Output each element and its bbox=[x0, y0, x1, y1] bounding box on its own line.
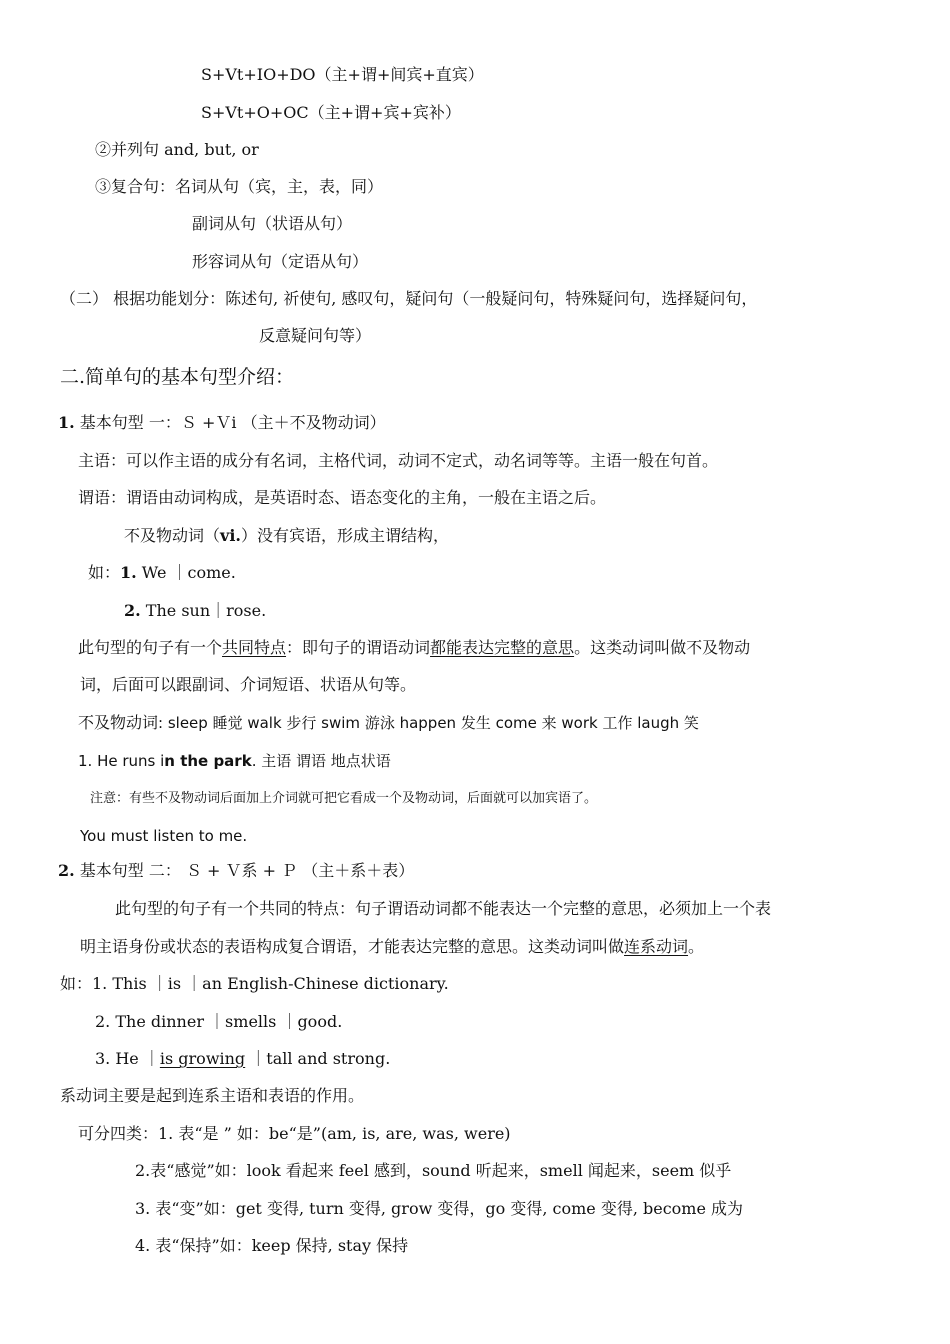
example-1-text: We ｜come. bbox=[136, 563, 236, 582]
link-3-a: 3. He ｜ bbox=[95, 1049, 160, 1068]
runs-example bbox=[78, 750, 391, 772]
link-3-c: ｜tall and strong. bbox=[245, 1049, 391, 1068]
desc-cont-b: 连系动词 bbox=[624, 937, 689, 956]
link-example-1: 如：1. This ｜is ｜an English-Chinese dictionary. bbox=[60, 974, 449, 993]
runs-c: . 主语 谓语 地点状语 bbox=[251, 752, 391, 770]
pattern-two-desc-cont bbox=[80, 936, 704, 958]
vi-desc-a: 不及物动词（ bbox=[124, 526, 221, 545]
pattern-one-feature bbox=[78, 637, 750, 659]
link-3-b: is growing bbox=[159, 1049, 246, 1068]
vi-desc-c: ）没有宾语，形成主谓结构， bbox=[240, 526, 449, 545]
example-2-text: The sun｜rose. bbox=[140, 601, 267, 620]
section-heading: 二.简单句的基本句型介绍： bbox=[60, 366, 295, 388]
subject-desc: 主语：可以作主语的成分有名词，主格代词，动词不定式，动名词等等。主语一般在句首。 bbox=[78, 451, 719, 470]
listen-example: You must listen to me. bbox=[80, 827, 248, 845]
example-1-num: 1. bbox=[120, 563, 137, 582]
desc-cont-c: 。 bbox=[688, 937, 705, 956]
category-3: 3. 表“变”如：get 变得, turn 变得, grow 变得，go 变得, come 变得, become 成为 bbox=[135, 1199, 744, 1218]
pattern-one-heading bbox=[58, 412, 386, 434]
predicate-desc: 谓语：谓语由动词构成，是英语时态、语态变化的主角，一般在主语之后。 bbox=[78, 488, 607, 507]
example-1 bbox=[88, 562, 236, 584]
feature-e: 。这类动词叫做不及物动 bbox=[574, 638, 751, 657]
category-4: 4. 表“保持”如：keep 保持, stay 保持 bbox=[135, 1236, 409, 1255]
link-example-3 bbox=[95, 1048, 390, 1070]
pattern-two-title: 基本句型 二： Ｓ + Ｖ系 + Ｐ （主＋系＋表） bbox=[74, 861, 415, 880]
vi-list-label: 不及物动词 bbox=[78, 713, 159, 732]
runs-b: n the park bbox=[164, 752, 252, 770]
linking-verb-role: 系动词主要是起到连系主语和表语的作用。 bbox=[60, 1086, 365, 1105]
feature-d: 都能表达完整的意思 bbox=[430, 638, 575, 657]
example-2 bbox=[124, 600, 266, 622]
pattern-svtooc: S+Vt+O+OC（主+谓+宾+宾补） bbox=[201, 103, 461, 122]
vi-desc-b: vi. bbox=[220, 526, 241, 545]
vi-list bbox=[78, 712, 699, 734]
feature-c: ：即句子的谓语动词 bbox=[286, 638, 431, 657]
example-1-prefix: 如： bbox=[88, 563, 121, 582]
desc-cont-a: 明主语身份或状态的表语构成复合谓语，才能表达完整的意思。这类动词叫做 bbox=[80, 937, 625, 956]
pattern-two-number: 2. bbox=[58, 861, 75, 880]
pattern-two-heading bbox=[58, 860, 414, 882]
category-1: 可分四类：1. 表“是 ” 如：be“是”(am, is, are, was, were) bbox=[78, 1124, 511, 1143]
adverbial-clause: 副词从句（状语从句） bbox=[192, 214, 353, 233]
link-example-2: 2. The dinner ｜smells ｜good. bbox=[95, 1012, 343, 1031]
function-classification: （二） 根据功能划分：陈述句, 祈使句, 感叹句，疑问句（一般疑问句，特殊疑问句，选择疑问句， bbox=[60, 289, 758, 308]
vi-desc bbox=[124, 525, 449, 547]
pattern-two-desc: 此句型的句子有一个共同的特点：句子谓语动词都不能表达一个完整的意思，必须加上一个表 bbox=[115, 899, 772, 918]
compound-sentence: ②并列句 and, but, or bbox=[95, 140, 259, 159]
runs-a: 1. He runs i bbox=[78, 752, 165, 770]
feature-b: 共同特点 bbox=[222, 638, 287, 657]
complex-sentence: ③复合句：名词从句（宾，主，表，同） bbox=[95, 177, 384, 196]
function-classification-cont: 反意疑问句等） bbox=[259, 326, 372, 345]
category-2: 2.表“感觉”如：look 看起来 feel 感到，sound 听起来，smell 闻起来，seem 似乎 bbox=[135, 1161, 732, 1180]
example-2-num: 2. bbox=[124, 601, 141, 620]
adjective-clause: 形容词从句（定语从句） bbox=[192, 252, 369, 271]
pattern-one-feature-cont: 词，后面可以跟副词、介词短语、状语从句等。 bbox=[80, 675, 417, 694]
vi-list-items: : sleep 睡觉 walk 步行 swim 游泳 happen 发生 come 来 work 工作 laugh 笑 bbox=[158, 714, 699, 732]
note: 注意：有些不及物动词后面加上介词就可把它看成一个及物动词，后面就可以加宾语了。 bbox=[90, 791, 598, 806]
feature-a: 此句型的句子有一个 bbox=[78, 638, 223, 657]
pattern-one-number: 1. bbox=[58, 413, 75, 432]
pattern-one-title: 基本句型 一：Ｓ +Ｖi （主＋不及物动词） bbox=[74, 413, 386, 432]
pattern-svtiodo: S+Vt+IO+DO（主+谓+间宾+直宾） bbox=[201, 65, 484, 84]
